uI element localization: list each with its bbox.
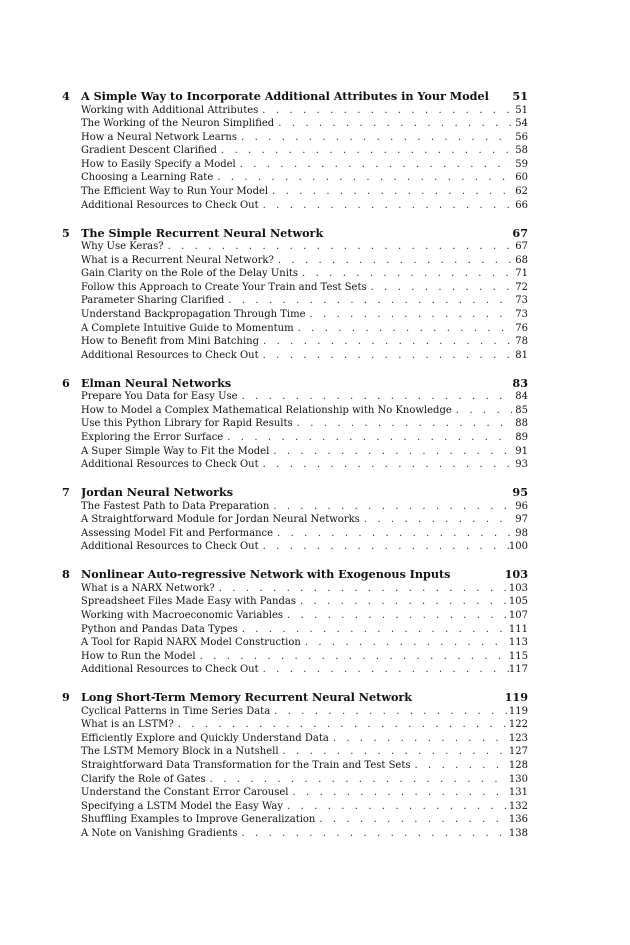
toc-section-entry[interactable] bbox=[81, 158, 528, 172]
section-title: Understand Backpropagation Through Time bbox=[81, 309, 306, 321]
section-page-number: 127 bbox=[508, 746, 528, 758]
chapter-page-number: 51 bbox=[512, 89, 528, 103]
dot-leader bbox=[224, 294, 512, 308]
toc-chapter bbox=[62, 377, 528, 472]
dot-leader bbox=[306, 308, 513, 322]
toc-section-entry[interactable] bbox=[81, 144, 528, 158]
dot-leader bbox=[237, 827, 508, 841]
section-page-number: 88 bbox=[515, 418, 528, 430]
section-page-number: 103 bbox=[508, 582, 528, 594]
section-page-number: 132 bbox=[508, 800, 528, 812]
section-title: Clarify the Role of Gates bbox=[81, 773, 206, 785]
dot-leader bbox=[274, 117, 512, 131]
toc-section-entry[interactable] bbox=[81, 322, 528, 336]
dot-leader bbox=[273, 527, 512, 541]
dot-leader bbox=[196, 650, 509, 664]
dot-leader bbox=[452, 404, 512, 418]
section-title: Why Use Keras? bbox=[81, 241, 164, 253]
chapter-heading[interactable] bbox=[62, 227, 528, 241]
chapter-number: 4 bbox=[62, 89, 70, 103]
section-title: Parameter Sharing Clarified bbox=[81, 295, 225, 307]
dot-leader bbox=[288, 786, 508, 800]
toc-section-entry[interactable] bbox=[81, 759, 528, 773]
toc-section-entry[interactable] bbox=[81, 718, 528, 732]
toc-section-entry[interactable] bbox=[81, 171, 528, 185]
section-page-number: 115 bbox=[508, 650, 528, 662]
dot-leader bbox=[259, 335, 512, 349]
section-title: Additional Resources to Check Out bbox=[81, 349, 259, 361]
section-page-number: 58 bbox=[515, 145, 528, 157]
toc-section-entry[interactable] bbox=[81, 663, 528, 677]
section-page-number: 62 bbox=[515, 186, 528, 198]
section-page-number: 76 bbox=[515, 322, 528, 334]
chapter-heading[interactable] bbox=[62, 377, 528, 391]
section-title: A Straightforward Module for Jordan Neural Networks bbox=[81, 514, 360, 526]
dot-leader bbox=[215, 582, 509, 596]
chapter-heading[interactable] bbox=[62, 90, 528, 104]
toc-section-entry[interactable] bbox=[81, 458, 528, 472]
dot-leader bbox=[174, 718, 509, 732]
toc-section-entry[interactable] bbox=[81, 431, 528, 445]
chapter-title: Long Short-Term Memory Recurrent Neural Network bbox=[81, 691, 413, 705]
toc-section-entry[interactable] bbox=[81, 595, 528, 609]
toc-section-entry[interactable] bbox=[81, 117, 528, 131]
section-title: A Super Simple Way to Fit the Model bbox=[81, 445, 270, 457]
dot-leader bbox=[283, 800, 509, 814]
section-title: Efficiently Explore and Quickly Understand Data bbox=[81, 732, 329, 744]
section-title: Cyclical Patterns in Time Series Data bbox=[81, 705, 271, 717]
section-title: The Fastest Path to Data Preparation bbox=[81, 500, 270, 512]
section-page-number: 71 bbox=[515, 268, 528, 280]
section-title: Exploring the Error Surface bbox=[81, 431, 224, 443]
section-title: Python and Pandas Data Types bbox=[81, 623, 238, 635]
toc-section-entry[interactable] bbox=[81, 732, 528, 746]
section-title: Additional Resources to Check Out bbox=[81, 541, 259, 553]
chapter-page-number: 119 bbox=[504, 690, 528, 705]
dot-leader bbox=[237, 131, 512, 145]
dot-leader bbox=[283, 609, 509, 623]
chapter-page-number: 103 bbox=[504, 567, 528, 582]
dot-leader bbox=[296, 595, 509, 609]
dot-leader bbox=[367, 281, 512, 295]
section-title: How to Benefit from Mini Batching bbox=[81, 336, 260, 348]
dot-leader bbox=[223, 431, 512, 445]
section-page-number: 72 bbox=[515, 281, 528, 293]
chapter-title: A Simple Way to Incorporate Additional Attributes in Your Model bbox=[81, 90, 489, 103]
section-title: How a Neural Network Learns bbox=[81, 131, 238, 143]
section-page-number: 60 bbox=[515, 172, 528, 184]
section-page-number: 81 bbox=[515, 349, 528, 361]
section-page-number: 56 bbox=[515, 131, 528, 143]
chapter-page-number: 83 bbox=[512, 375, 528, 390]
toc-section-entry[interactable] bbox=[81, 240, 528, 254]
section-page-number: 67 bbox=[515, 241, 528, 253]
chapter-title: The Simple Recurrent Neural Network bbox=[81, 226, 324, 240]
section-page-number: 66 bbox=[515, 199, 528, 211]
toc-section-entry[interactable] bbox=[81, 827, 528, 841]
dot-leader bbox=[315, 813, 509, 827]
chapter-page-number: 95 bbox=[512, 485, 528, 500]
dot-leader bbox=[269, 445, 512, 459]
section-title: Spreadsheet Files Made Easy with Pandas bbox=[81, 596, 296, 608]
section-title: Follow this Approach to Create Your Train and Test Sets bbox=[81, 281, 367, 293]
section-title: Shuffling Examples to Improve Generalization bbox=[81, 814, 316, 826]
chapter-title: Elman Neural Networks bbox=[81, 376, 232, 390]
section-page-number: 131 bbox=[508, 787, 528, 799]
dot-leader bbox=[294, 322, 512, 336]
section-page-number: 96 bbox=[515, 500, 528, 512]
toc-section-entry[interactable] bbox=[81, 813, 528, 827]
section-title: Additional Resources to Check Out bbox=[81, 664, 259, 676]
section-title: How to Easily Specify a Model bbox=[81, 158, 236, 170]
section-title: The Working of the Neuron Simplified bbox=[81, 118, 275, 130]
dot-leader bbox=[274, 254, 512, 268]
dot-leader bbox=[298, 267, 512, 281]
section-page-number: 54 bbox=[515, 118, 528, 130]
dot-leader bbox=[206, 773, 509, 787]
toc-section-entry[interactable] bbox=[81, 281, 528, 295]
chapter-number: 8 bbox=[62, 567, 70, 582]
dot-leader bbox=[360, 513, 512, 527]
section-page-number: 123 bbox=[508, 732, 528, 744]
dot-leader bbox=[238, 390, 512, 404]
toc-section-entry[interactable] bbox=[81, 445, 528, 459]
section-page-number: 91 bbox=[515, 445, 528, 457]
dot-leader bbox=[259, 458, 512, 472]
section-title: The Efficient Way to Run Your Model bbox=[81, 186, 269, 198]
section-title: Additional Resources to Check Out bbox=[81, 459, 259, 471]
dot-leader bbox=[268, 185, 512, 199]
section-page-number: 122 bbox=[508, 719, 528, 731]
toc-section-entry[interactable] bbox=[81, 650, 528, 664]
section-page-number: 85 bbox=[515, 404, 528, 416]
dot-leader bbox=[259, 349, 512, 363]
toc-section-entry[interactable] bbox=[81, 705, 528, 719]
chapter-number: 6 bbox=[62, 375, 70, 390]
dot-leader bbox=[329, 732, 509, 746]
dot-leader bbox=[213, 171, 512, 185]
toc-chapter bbox=[62, 227, 528, 363]
dot-leader bbox=[258, 104, 512, 118]
dot-leader bbox=[259, 540, 509, 554]
section-page-number: 59 bbox=[515, 158, 528, 170]
dot-leader bbox=[259, 199, 512, 213]
table-of-contents bbox=[62, 90, 528, 855]
toc-section-entry[interactable] bbox=[81, 786, 528, 800]
section-page-number: 136 bbox=[508, 814, 528, 826]
section-page-number: 73 bbox=[515, 309, 528, 321]
section-page-number: 100 bbox=[508, 541, 528, 553]
toc-section-entry[interactable] bbox=[81, 745, 528, 759]
section-title: Assessing Model Fit and Performance bbox=[81, 527, 274, 539]
section-page-number: 68 bbox=[515, 254, 528, 266]
section-page-number: 78 bbox=[515, 336, 528, 348]
section-title: Working with Macroeconomic Variables bbox=[81, 609, 283, 621]
toc-section-entry[interactable] bbox=[81, 294, 528, 308]
section-title: Gradient Descent Clarified bbox=[81, 145, 217, 157]
section-page-number: 119 bbox=[508, 705, 528, 717]
dot-leader bbox=[411, 759, 509, 773]
toc-section-entry[interactable] bbox=[81, 417, 528, 431]
section-title: Use this Python Library for Rapid Results bbox=[81, 418, 293, 430]
chapter-title: Nonlinear Auto-regressive Network with Exogenous Inputs bbox=[81, 568, 451, 582]
toc-section-entry[interactable] bbox=[81, 104, 528, 118]
toc-section-entry[interactable] bbox=[81, 623, 528, 637]
toc-section-entry[interactable] bbox=[81, 185, 528, 199]
section-title: The LSTM Memory Block in a Nutshell bbox=[81, 746, 279, 758]
section-page-number: 93 bbox=[515, 459, 528, 471]
section-page-number: 113 bbox=[508, 637, 528, 649]
dot-leader bbox=[217, 144, 512, 158]
toc-section-entry[interactable] bbox=[81, 390, 528, 404]
toc-section-entry[interactable] bbox=[81, 500, 528, 514]
toc-section-entry[interactable] bbox=[81, 335, 528, 349]
toc-section-entry[interactable] bbox=[81, 582, 528, 596]
section-page-number: 89 bbox=[515, 431, 528, 443]
section-page-number: 107 bbox=[508, 609, 528, 621]
section-title: What is a Recurrent Neural Network? bbox=[81, 254, 274, 266]
section-title: Understand the Constant Error Carousel bbox=[81, 787, 289, 799]
section-page-number: 128 bbox=[508, 760, 528, 772]
section-title: Working with Additional Attributes bbox=[81, 104, 259, 116]
toc-chapter bbox=[62, 568, 528, 677]
section-title: How to Run the Model bbox=[81, 650, 196, 662]
dot-leader bbox=[279, 745, 509, 759]
section-title: Choosing a Learning Rate bbox=[81, 172, 214, 184]
section-title: What is an LSTM? bbox=[81, 719, 174, 731]
toc-section-entry[interactable] bbox=[81, 131, 528, 145]
dot-leader bbox=[269, 500, 512, 514]
section-page-number: 98 bbox=[515, 527, 528, 539]
dot-leader bbox=[236, 158, 512, 172]
toc-chapter bbox=[62, 486, 528, 554]
section-title: How to Model a Complex Mathematical Relationship with No Knowledge bbox=[81, 404, 452, 416]
chapter-heading[interactable] bbox=[62, 691, 528, 705]
toc-section-entry[interactable] bbox=[81, 404, 528, 418]
toc-section-entry[interactable] bbox=[81, 349, 528, 363]
section-title: Straightforward Data Transformation for the Train and Test Sets bbox=[81, 760, 411, 772]
section-title: Specifying a LSTM Model the Easy Way bbox=[81, 800, 284, 812]
toc-section-entry[interactable] bbox=[81, 773, 528, 787]
toc-section-entry[interactable] bbox=[81, 800, 528, 814]
section-title: A Tool for Rapid NARX Model Construction bbox=[81, 637, 301, 649]
toc-section-entry[interactable] bbox=[81, 513, 528, 527]
toc-section-entry[interactable] bbox=[81, 636, 528, 650]
toc-section-entry[interactable] bbox=[81, 254, 528, 268]
toc-section-entry[interactable] bbox=[81, 527, 528, 541]
section-title: Additional Resources to Check Out bbox=[81, 199, 259, 211]
toc-chapter bbox=[62, 90, 528, 212]
chapter-number: 5 bbox=[62, 225, 70, 240]
dot-leader bbox=[301, 636, 509, 650]
chapter-heading[interactable] bbox=[62, 568, 528, 582]
section-title: Gain Clarity on the Role of the Delay Units bbox=[81, 268, 299, 280]
dot-leader bbox=[293, 417, 512, 431]
dot-leader bbox=[238, 623, 509, 637]
dot-leader bbox=[270, 705, 509, 719]
toc-chapter bbox=[62, 691, 528, 840]
dot-leader bbox=[259, 663, 509, 677]
toc-section-entry[interactable] bbox=[81, 267, 528, 281]
chapter-page-number: 67 bbox=[512, 225, 528, 240]
toc-section-entry[interactable] bbox=[81, 308, 528, 322]
chapter-number: 9 bbox=[62, 690, 70, 705]
section-page-number: 84 bbox=[515, 391, 528, 403]
section-page-number: 51 bbox=[515, 104, 528, 116]
section-page-number: 105 bbox=[508, 596, 528, 608]
section-page-number: 111 bbox=[508, 623, 528, 635]
section-title: Prepare You Data for Easy Use bbox=[81, 391, 238, 403]
toc-section-entry[interactable] bbox=[81, 540, 528, 554]
section-title: A Note on Vanishing Gradients bbox=[81, 828, 238, 840]
toc-section-entry[interactable] bbox=[81, 609, 528, 623]
section-page-number: 117 bbox=[508, 664, 528, 676]
chapter-title: Jordan Neural Networks bbox=[81, 486, 234, 500]
dot-leader bbox=[164, 240, 512, 254]
section-title: A Complete Intuitive Guide to Momentum bbox=[81, 322, 294, 334]
section-page-number: 73 bbox=[515, 295, 528, 307]
chapter-heading[interactable] bbox=[62, 486, 528, 500]
chapter-number: 7 bbox=[62, 485, 70, 500]
section-page-number: 138 bbox=[508, 828, 528, 840]
toc-section-entry[interactable] bbox=[81, 199, 528, 213]
section-page-number: 97 bbox=[515, 514, 528, 526]
section-page-number: 130 bbox=[508, 773, 528, 785]
section-title: What is a NARX Network? bbox=[81, 582, 215, 594]
